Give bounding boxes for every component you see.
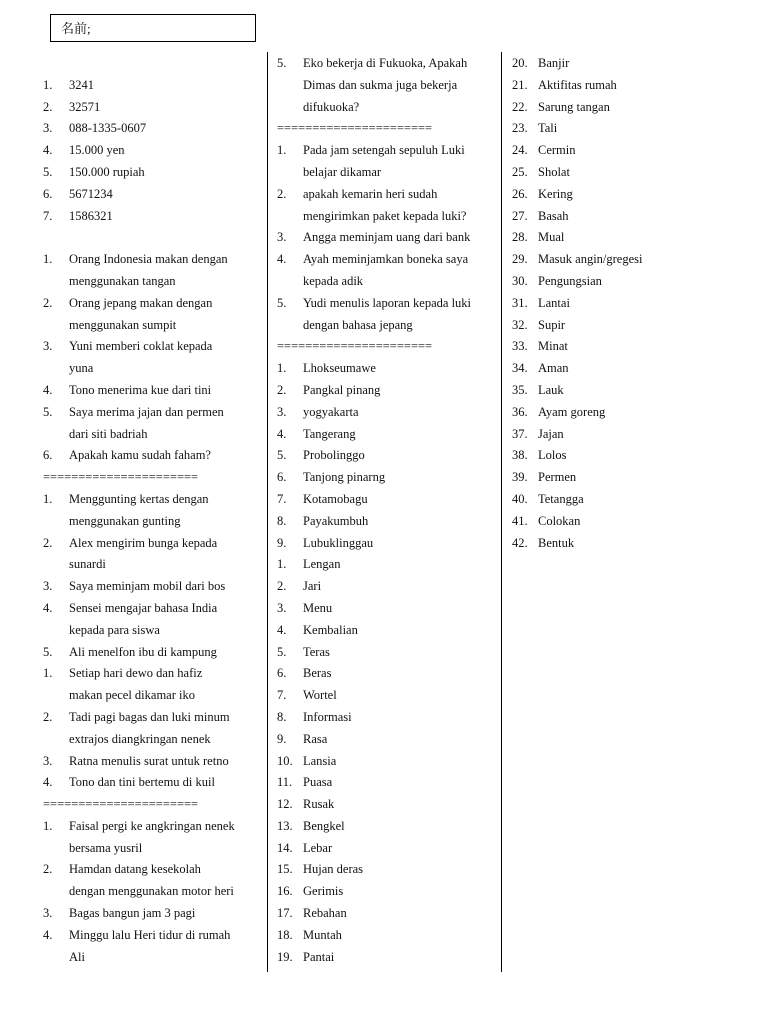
item-text: Pantai	[303, 949, 335, 964]
item-number: 2.	[43, 295, 53, 310]
item-text: 3241	[69, 77, 94, 92]
list-item	[277, 947, 495, 969]
item-text: dari siti badriah	[69, 426, 148, 441]
item-number: 1.	[43, 491, 53, 506]
item-number: 30.	[512, 273, 528, 288]
item-number: 28.	[512, 230, 528, 245]
list-item	[277, 751, 495, 773]
list-item	[43, 642, 261, 664]
separator-line: ======================	[43, 797, 199, 812]
item-number: 1.	[43, 77, 53, 92]
list-item	[43, 816, 261, 838]
item-text: Kering	[538, 186, 573, 201]
list-item-continuation	[43, 881, 261, 903]
item-text: Colokan	[538, 513, 581, 528]
list-item-continuation	[277, 162, 495, 184]
list-item	[43, 97, 261, 119]
separator-line: ======================	[277, 339, 433, 354]
item-text: Teras	[303, 644, 330, 659]
list-item	[277, 685, 495, 707]
item-number: 2.	[43, 535, 53, 550]
item-number: 2.	[277, 382, 287, 397]
item-text: Dimas dan sukma juga bekerja	[303, 77, 458, 92]
item-text: Probolinggo	[303, 448, 365, 463]
list-item	[43, 118, 261, 140]
item-text: apakah kemarin heri sudah	[303, 186, 438, 201]
item-text: kepada para siswa	[69, 622, 160, 637]
list-item	[277, 424, 495, 446]
item-text: Bagas bangun jam 3 pagi	[69, 906, 196, 921]
item-text: Kotamobagu	[303, 491, 368, 506]
item-text: 1586321	[69, 208, 113, 223]
item-number: 6.	[43, 186, 53, 201]
list-item	[277, 794, 495, 816]
item-text: Pangkal pinang	[303, 382, 381, 397]
item-text: Ratna menulis surat untuk retno	[69, 753, 229, 768]
item-text: Lantai	[538, 295, 570, 310]
item-number: 25.	[512, 164, 528, 179]
item-number: 21.	[512, 77, 528, 92]
item-number: 24.	[512, 143, 528, 158]
list-item	[277, 903, 495, 925]
item-number: 1.	[43, 252, 53, 267]
item-text: Lubuklinggau	[303, 535, 374, 550]
item-number: 4.	[43, 927, 53, 942]
item-number: 7.	[277, 688, 287, 703]
list-item-continuation	[43, 554, 261, 576]
item-text: 088-1335-0607	[69, 121, 147, 136]
list-item	[43, 249, 261, 271]
item-text: Jajan	[538, 426, 564, 441]
name-field-box	[50, 14, 256, 42]
item-number: 1.	[43, 666, 53, 681]
list-item	[43, 859, 261, 881]
list-item	[43, 707, 261, 729]
list-item	[277, 859, 495, 881]
item-text: Tono dan tini bertemu di kuil	[69, 775, 215, 790]
item-number: 10.	[277, 753, 293, 768]
list-item	[43, 75, 261, 97]
list-item-continuation	[43, 315, 261, 337]
list-item	[277, 620, 495, 642]
item-text: Setiap hari dewo dan hafiz	[69, 666, 203, 681]
item-text: Aman	[538, 361, 569, 376]
item-text: Tanjong pinarng	[303, 470, 386, 485]
item-text: 5671234	[69, 186, 113, 201]
item-number: 5.	[277, 448, 287, 463]
list-item	[277, 816, 495, 838]
item-text: Minat	[538, 339, 568, 354]
item-number: 7.	[43, 208, 53, 223]
item-text: Rasa	[303, 731, 328, 746]
item-number: 15.	[277, 862, 293, 877]
item-text: Lansia	[303, 753, 337, 768]
item-text: Rebahan	[303, 906, 347, 921]
item-text: Tali	[538, 121, 558, 136]
item-number: 9.	[277, 731, 287, 746]
blank-line	[43, 53, 261, 75]
list-item	[277, 598, 495, 620]
list-item	[43, 751, 261, 773]
list-item	[43, 663, 261, 685]
item-number: 6.	[277, 470, 287, 485]
separator-line: ======================	[277, 121, 433, 136]
item-text: sunardi	[69, 557, 106, 572]
item-text: dengan menggunakan motor heri	[69, 884, 234, 899]
item-text: Sarung tangan	[538, 99, 610, 114]
item-text: Minggu lalu Heri tidur di rumah	[69, 927, 231, 942]
item-text: makan pecel dikamar iko	[69, 688, 195, 703]
list-item	[277, 576, 495, 598]
list-item	[512, 184, 752, 206]
list-item	[277, 445, 495, 467]
column-left	[43, 53, 261, 968]
list-item	[43, 184, 261, 206]
item-text: Menggunting kertas dengan	[69, 491, 209, 506]
list-item	[43, 380, 261, 402]
item-number: 1.	[43, 818, 53, 833]
item-number: 4.	[277, 252, 287, 267]
item-text: belajar dikamar	[303, 164, 382, 179]
item-text: Supir	[538, 317, 566, 332]
item-number: 29.	[512, 252, 528, 267]
item-number: 7.	[277, 491, 287, 506]
column-right	[512, 53, 752, 554]
item-text: Yudi menulis laporan kepada luki	[303, 295, 472, 310]
item-text: difukuoka?	[303, 99, 360, 114]
item-number: 31.	[512, 295, 528, 310]
list-item-continuation	[43, 424, 261, 446]
item-number: 6.	[43, 448, 53, 463]
list-item	[512, 533, 752, 555]
item-text: Tetangga	[538, 491, 584, 506]
list-item	[512, 249, 752, 271]
item-number: 26.	[512, 186, 528, 201]
item-text: Ayam goreng	[538, 404, 606, 419]
item-text: Lebar	[303, 840, 333, 855]
item-number: 19.	[277, 949, 293, 964]
item-number: 2.	[43, 862, 53, 877]
item-text: Apakah kamu sudah faham?	[69, 448, 211, 463]
item-text: Jari	[303, 579, 322, 594]
item-number: 37.	[512, 426, 528, 441]
item-number: 3.	[277, 600, 287, 615]
list-item-continuation	[43, 947, 261, 969]
item-text: Sensei mengajar bahasa India	[69, 600, 218, 615]
list-item	[43, 162, 261, 184]
list-item	[512, 336, 752, 358]
item-text: mengirimkan paket kepada luki?	[303, 208, 467, 223]
list-item	[277, 293, 495, 315]
list-item-continuation	[277, 315, 495, 337]
item-number: 2.	[43, 709, 53, 724]
item-text: Basah	[538, 208, 569, 223]
item-text: Alex mengirim bunga kepada	[69, 535, 218, 550]
item-number: 2.	[43, 99, 53, 114]
list-item	[277, 227, 495, 249]
list-item	[277, 533, 495, 555]
item-text: Ali menelfon ibu di kampung	[69, 644, 217, 659]
item-number: 5.	[277, 295, 287, 310]
item-text: Cermin	[538, 143, 576, 158]
list-item-continuation	[277, 97, 495, 119]
list-item-continuation	[277, 75, 495, 97]
item-text: Lhokseumawe	[303, 361, 376, 376]
list-item	[512, 53, 752, 75]
list-item	[512, 271, 752, 293]
item-text: Beras	[303, 666, 332, 681]
list-item	[277, 511, 495, 533]
list-item	[512, 489, 752, 511]
item-text: Angga meminjam uang dari bank	[303, 230, 471, 245]
item-text: Tono menerima kue dari tini	[69, 382, 212, 397]
list-item-continuation	[43, 271, 261, 293]
list-item	[277, 402, 495, 424]
list-item	[512, 445, 752, 467]
item-number: 1.	[277, 361, 287, 376]
list-item	[43, 336, 261, 358]
item-text: Tadi pagi bagas dan luki minum	[69, 709, 230, 724]
item-number: 4.	[43, 143, 53, 158]
item-number: 22.	[512, 99, 528, 114]
item-text: dengan bahasa jepang	[303, 317, 413, 332]
item-text: Ali	[69, 949, 85, 964]
item-number: 3.	[43, 579, 53, 594]
column-middle	[277, 53, 495, 968]
item-text: Mual	[538, 230, 565, 245]
list-item	[277, 772, 495, 794]
item-number: 38.	[512, 448, 528, 463]
item-number: 3.	[43, 339, 53, 354]
item-number: 18.	[277, 927, 293, 942]
item-number: 3.	[43, 906, 53, 921]
item-number: 33.	[512, 339, 528, 354]
list-item	[277, 249, 495, 271]
list-item	[277, 489, 495, 511]
list-item	[43, 533, 261, 555]
list-item	[277, 881, 495, 903]
item-number: 2.	[277, 186, 287, 201]
column-divider-left	[267, 52, 268, 972]
item-text: Gerimis	[303, 884, 344, 899]
item-text: Eko bekerja di Fukuoka, Apakah	[303, 56, 468, 70]
item-text: extrajos diangkringan nenek	[69, 731, 211, 746]
item-number: 39.	[512, 470, 528, 485]
name-label: 名前;	[61, 21, 91, 36]
item-text: menggunakan tangan	[69, 273, 176, 288]
item-number: 23.	[512, 121, 528, 136]
item-text: Lolos	[538, 448, 567, 463]
item-text: 15.000 yen	[69, 143, 125, 158]
item-number: 4.	[43, 382, 53, 397]
blank-line	[43, 227, 261, 249]
list-item	[277, 925, 495, 947]
list-item	[277, 140, 495, 162]
item-number: 41.	[512, 513, 528, 528]
item-number: 16.	[277, 884, 293, 899]
item-text: Orang Indonesia makan dengan	[69, 252, 228, 267]
item-text: kepada adik	[303, 273, 364, 288]
list-item	[512, 467, 752, 489]
item-number: 36.	[512, 404, 528, 419]
item-number: 40.	[512, 491, 528, 506]
item-text: Saya meminjam mobil dari bos	[69, 579, 226, 594]
item-number: 1.	[277, 557, 287, 572]
item-text: Orang jepang makan dengan	[69, 295, 213, 310]
list-item	[43, 402, 261, 424]
item-number: 4.	[277, 622, 287, 637]
list-item	[277, 707, 495, 729]
item-number: 32.	[512, 317, 528, 332]
list-item-continuation	[43, 685, 261, 707]
item-text: Lengan	[303, 557, 341, 572]
list-item	[277, 53, 495, 75]
item-text: Masuk angin/gregesi	[538, 252, 643, 267]
item-number: 3.	[277, 404, 287, 419]
item-text: Kembalian	[303, 622, 358, 637]
item-number: 35.	[512, 382, 528, 397]
item-number: 11.	[277, 775, 293, 790]
item-text: Rusak	[303, 797, 335, 812]
item-number: 5.	[277, 644, 287, 659]
item-text: Hamdan datang kesekolah	[69, 862, 201, 877]
item-text: Wortel	[303, 688, 337, 703]
item-text: Lauk	[538, 382, 564, 397]
item-number: 6.	[277, 666, 287, 681]
list-item	[512, 97, 752, 119]
item-text: yuna	[69, 361, 94, 376]
item-text: Bentuk	[538, 535, 575, 550]
item-text: Pengungsian	[538, 273, 602, 288]
item-text: Faisal pergi ke angkringan nenek	[69, 818, 235, 833]
list-item	[43, 206, 261, 228]
list-item	[512, 227, 752, 249]
item-text: 32571	[69, 99, 101, 114]
item-text: Aktifitas rumah	[538, 77, 617, 92]
list-item	[512, 358, 752, 380]
list-item	[43, 903, 261, 925]
list-item	[512, 118, 752, 140]
list-item	[512, 140, 752, 162]
list-item	[43, 598, 261, 620]
list-item-continuation	[277, 206, 495, 228]
list-item	[277, 663, 495, 685]
list-item-continuation	[43, 620, 261, 642]
item-text: menggunakan gunting	[69, 513, 181, 528]
item-number: 5.	[43, 164, 53, 179]
list-item	[277, 380, 495, 402]
item-number: 14.	[277, 840, 293, 855]
item-number: 3.	[43, 121, 53, 136]
list-item	[277, 642, 495, 664]
list-item	[512, 424, 752, 446]
list-item	[43, 293, 261, 315]
list-item	[512, 315, 752, 337]
item-text: Banjir	[538, 56, 570, 70]
list-item	[277, 554, 495, 576]
item-text: Hujan deras	[303, 862, 364, 877]
item-text: Ayah meminjamkan boneka saya	[303, 252, 469, 267]
list-item	[512, 511, 752, 533]
list-item-continuation	[43, 838, 261, 860]
item-number: 4.	[43, 775, 53, 790]
list-item	[512, 380, 752, 402]
item-number: 4.	[43, 600, 53, 615]
item-number: 3.	[277, 230, 287, 245]
list-item	[43, 925, 261, 947]
item-number: 4.	[277, 426, 287, 441]
item-number: 13.	[277, 818, 293, 833]
item-text: Payakumbuh	[303, 513, 369, 528]
item-number: 27.	[512, 208, 528, 223]
list-item	[43, 445, 261, 467]
list-item	[512, 402, 752, 424]
list-item	[277, 467, 495, 489]
item-text: Pada jam setengah sepuluh Luki	[303, 143, 465, 158]
item-text: Informasi	[303, 709, 352, 724]
item-text: Muntah	[303, 927, 342, 942]
item-text: yogyakarta	[303, 404, 359, 419]
list-item	[512, 206, 752, 228]
item-text: Bengkel	[303, 818, 345, 833]
list-item	[512, 75, 752, 97]
item-text: menggunakan sumpit	[69, 317, 177, 332]
item-number: 17.	[277, 906, 293, 921]
list-item	[277, 358, 495, 380]
list-item-continuation	[43, 511, 261, 533]
list-item	[277, 184, 495, 206]
separator-line: ======================	[43, 470, 199, 485]
list-item-continuation	[43, 358, 261, 380]
item-text: Permen	[538, 470, 577, 485]
list-item	[43, 772, 261, 794]
list-item	[43, 576, 261, 598]
item-number: 3.	[43, 753, 53, 768]
item-number: 9.	[277, 535, 287, 550]
list-item	[43, 489, 261, 511]
item-text: Tangerang	[303, 426, 356, 441]
item-number: 12.	[277, 797, 293, 812]
item-number: 2.	[277, 579, 287, 594]
item-number: 1.	[277, 143, 287, 158]
item-number: 20.	[512, 56, 528, 70]
item-number: 8.	[277, 513, 287, 528]
list-item	[43, 140, 261, 162]
column-divider-right	[501, 52, 502, 972]
item-number: 8.	[277, 709, 287, 724]
item-number: 42.	[512, 535, 528, 550]
list-item	[277, 838, 495, 860]
item-text: Yuni memberi coklat kepada	[69, 339, 213, 354]
list-item-continuation	[277, 271, 495, 293]
list-item	[512, 162, 752, 184]
list-item-continuation	[43, 729, 261, 751]
item-number: 34.	[512, 361, 528, 376]
item-number: 5.	[43, 404, 53, 419]
item-text: Puasa	[303, 775, 333, 790]
item-text: Sholat	[538, 164, 570, 179]
item-text: bersama yusril	[69, 840, 143, 855]
list-item	[512, 293, 752, 315]
item-text: Menu	[303, 600, 333, 615]
item-text: 150.000 rupiah	[69, 164, 145, 179]
item-number: 5.	[43, 644, 53, 659]
item-number: 5.	[277, 56, 287, 70]
list-item	[277, 729, 495, 751]
item-text: Saya merima jajan dan permen	[69, 404, 224, 419]
